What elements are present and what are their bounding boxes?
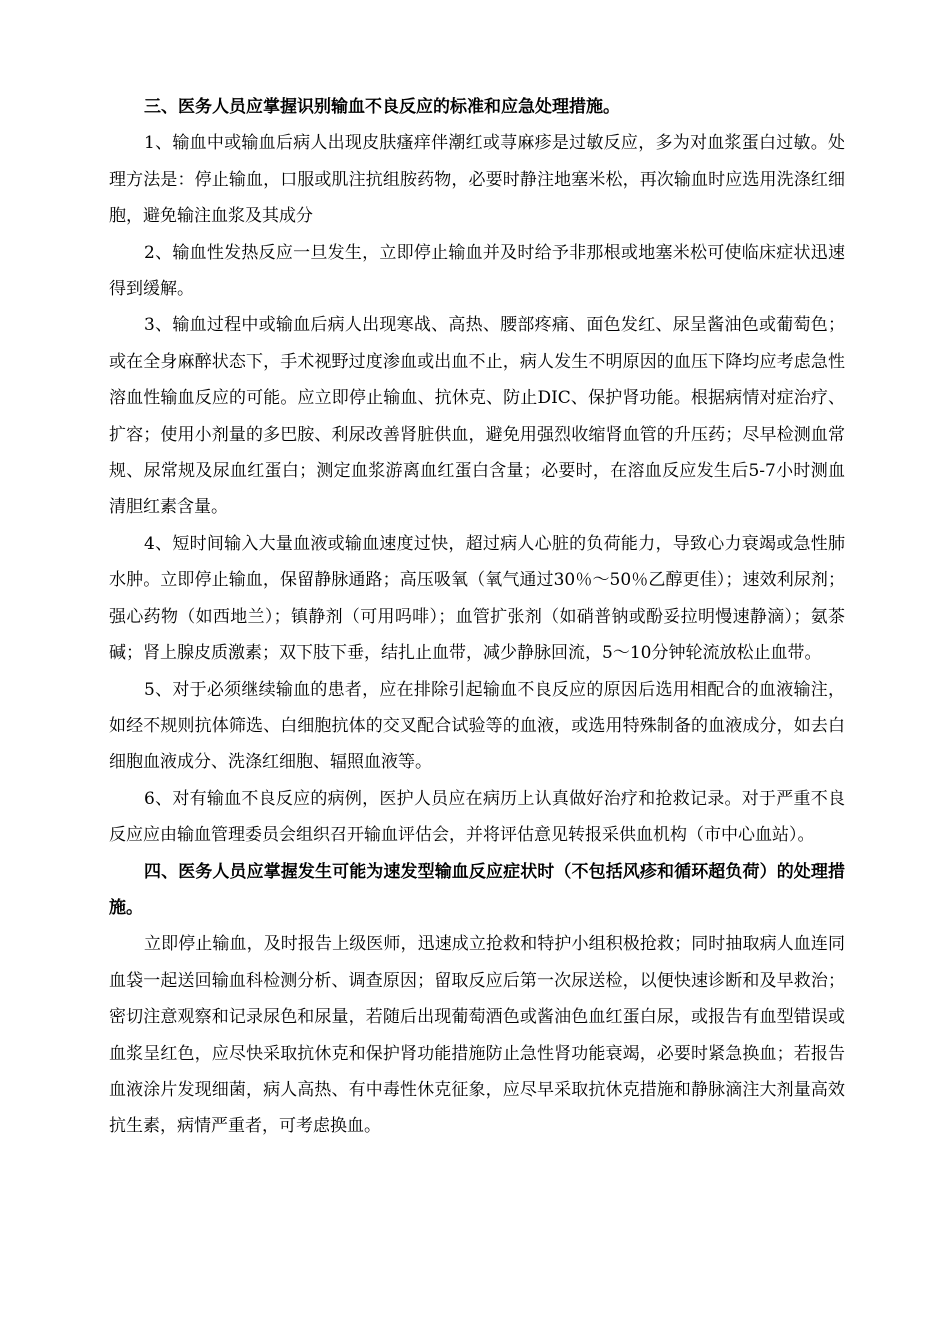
- paragraph-3-4: 4、短时间输入大量血液或输血速度过快，超过病人心脏的负荷能力，导致心力衰竭或急性肺水肿。立即停止输血，保留静脉通路；高压吸氧（氧气通过30％～50％乙醇更佳）；速效利尿剂；强心药物（如西地兰）；镇静剂（可用吗啡）；血管扩张剂（如硝普钠或酚妥拉明慢速静滴）；氨茶碱；肾上腺皮质激素；双下肢下垂，结扎止血带，减少静脉回流，5～10分钟轮流放松止血带。: [109, 533, 845, 664]
- section-heading-4: 四、医务人员应掌握发生可能为速发型输血反应症状时（不包括风疹和循环超负荷）的处理措施。: [109, 861, 845, 918]
- paragraph-3-2: 2、输血性发热反应一旦发生，立即停止输血并及时给予非那根或地塞米松可使临床症状迅速得到缓解。: [109, 242, 845, 300]
- paragraph-3-5: 5、对于必须继续输血的患者，应在排除引起输血不良反应的原因后选用相配合的血液输注，如经不规则抗体筛选、白细胞抗体的交叉配合试验等的血液，或选用特殊制备的血液成分，如去白细胞血液成分、洗涤红细胞、辐照血液等。: [109, 679, 845, 773]
- paragraph-3-3: 3、输血过程中或输血后病人出现寒战、高热、腰部疼痛、面色发红、尿呈酱油色或葡萄色；或在全身麻醉状态下，手术视野过度渗血或出血不止，病人发生不明原因的血压下降均应考虑急性溶血性输血反应的可能。应立即停止输血、抗休克、防止DIC、保护肾功能。根据病情对症治疗、扩容；使用小剂量的多巴胺、利尿改善肾脏供血，避免用强烈收缩肾血管的升压药；尽早检测血常规、尿常规及尿血红蛋白；测定血浆游离血红蛋白含量；必要时，在溶血反应发生后5-7小时测血清胆红素含量。: [109, 315, 845, 518]
- paragraph-3-1: 1、输血中或输血后病人出现皮肤瘙痒伴潮红或荨麻疹是过敏反应，多为对血浆蛋白过敏。处理方法是：停止输血，口服或肌注抗组胺药物，必要时静注地塞米松，再次输血时应选用洗涤红细胞，避免输注血浆及其成分: [109, 133, 845, 227]
- document-page: [109, 89, 845, 1145]
- section-heading-3: 三、医务人员应掌握识别输血不良反应的标准和应急处理措施。: [144, 97, 620, 117]
- paragraph-3-6: 6、对有输血不良反应的病例，医护人员应在病历上认真做好治疗和抢救记录。对于严重不良反应应由输血管理委员会组织召开输血评估会，并将评估意见转报采供血机构（市中心血站）。: [109, 788, 845, 846]
- paragraph-4-1: 立即停止输血，及时报告上级医师，迅速成立抢救和特护小组积极抢救；同时抽取病人血连同血袋一起送回输血科检测分析、调查原因；留取反应后第一次尿送检，以便快速诊断和及早救治；密切注意观察和记录尿色和尿量，若随后出现葡萄酒色或酱油色血红蛋白尿，或报告有血型错误或血浆呈红色，应尽快采取抗休克和保护肾功能措施防止急性肾功能衰竭，必要时紧急换血；若报告血液涂片发现细菌，病人高热、有中毒性休克征象，应尽早采取抗休克措施和静脉滴注大剂量高效抗生素，病情严重者，可考虑换血。: [109, 934, 845, 1137]
